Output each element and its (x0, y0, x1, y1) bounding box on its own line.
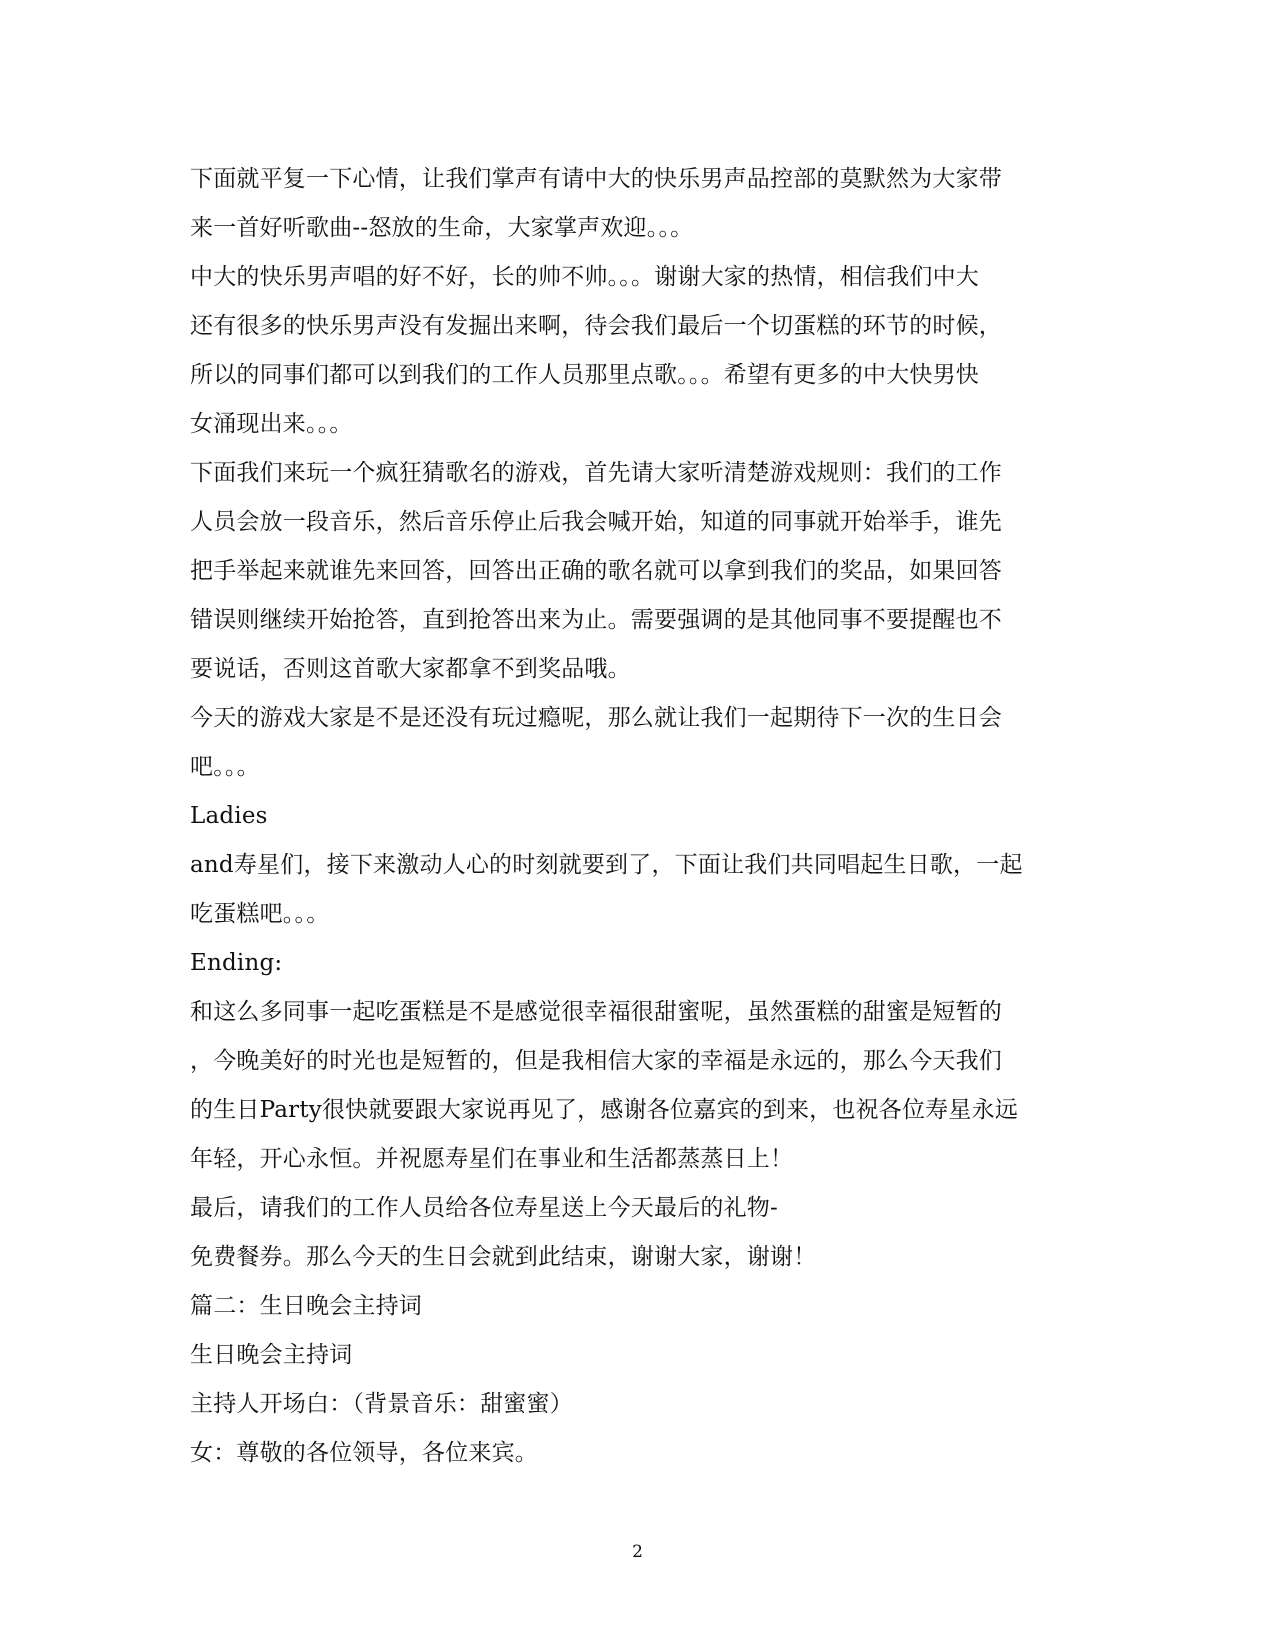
text-line: 人员会放一段音乐，然后音乐停止后我会喊开始，知道的同事就开始举手，谁先 (190, 509, 1002, 535)
text-line: 下面就平复一下心情，让我们掌声有请中大的快乐男声品控部的莫默然为大家带 (190, 166, 1002, 192)
text-line: 要说话，否则这首歌大家都拿不到奖品哦。 (190, 656, 631, 682)
text-line: 今天的游戏大家是不是还没有玩过瘾呢，那么就让我们一起期待下一次的生日会 (190, 705, 1002, 731)
text-line: 女涌现出来。。。 (190, 411, 353, 437)
text-line: Ladies (190, 803, 268, 829)
text-line: 来一首好听歌曲--怒放的生命，大家掌声欢迎。。。 (190, 215, 694, 241)
text-line: 还有很多的快乐男声没有发掘出来啊，待会我们最后一个切蛋糕的环节的时候， (190, 313, 1002, 339)
text-line: 最后，请我们的工作人员给各位寿星送上今天最后的礼物- (190, 1195, 778, 1221)
text-line: 错误则继续开始抢答，直到抢答出来为止。需要强调的是其他同事不要提醒也不 (190, 607, 1002, 633)
text-line: 的生日Party很快就要跟大家说再见了，感谢各位嘉宾的到来，也祝各位寿星永远 (190, 1097, 1018, 1123)
text-line: 免费餐券。那么今天的生日会就到此结束，谢谢大家，谢谢！ (190, 1244, 817, 1270)
text-line: 主持人开场白：（背景音乐：甜蜜蜜） (190, 1391, 573, 1417)
text-line: 吧。。。 (190, 754, 260, 780)
section-title: 生日晚会主持词 (190, 1342, 353, 1368)
page-number: 2 (632, 1542, 643, 1562)
section-heading: 篇二：生日晚会主持词 (190, 1293, 422, 1319)
text-line: 下面我们来玩一个疯狂猜歌名的游戏，首先请大家听清楚游戏规则：我们的工作 (190, 460, 1002, 486)
text-line: and寿星们，接下来激动人心的时刻就要到了，下面让我们共同唱起生日歌，一起 (190, 852, 1023, 878)
body-text (190, 155, 1090, 1478)
text-line: 所以的同事们都可以到我们的工作人员那里点歌。。。希望有更多的中大快男快 (190, 362, 979, 388)
text-line: 年轻，开心永恒。并祝愿寿星们在事业和生活都蒸蒸日上！ (190, 1146, 794, 1172)
text-line: 女：尊敬的各位领导，各位来宾。 (190, 1440, 538, 1466)
text-line: 中大的快乐男声唱的好不好，长的帅不帅。。。谢谢大家的热情，相信我们中大 (190, 264, 979, 290)
text-line: ，今晚美好的时光也是短暂的，但是我相信大家的幸福是永远的，那么今天我们 (190, 1048, 1002, 1074)
text-line: Ending: (190, 950, 283, 976)
text-line: 吃蛋糕吧。。。 (190, 901, 330, 927)
text-line: 把手举起来就谁先来回答，回答出正确的歌名就可以拿到我们的奖品，如果回答 (190, 558, 1002, 584)
text-line: 和这么多同事一起吃蛋糕是不是感觉很幸福很甜蜜呢，虽然蛋糕的甜蜜是短暂的 (190, 999, 1002, 1025)
